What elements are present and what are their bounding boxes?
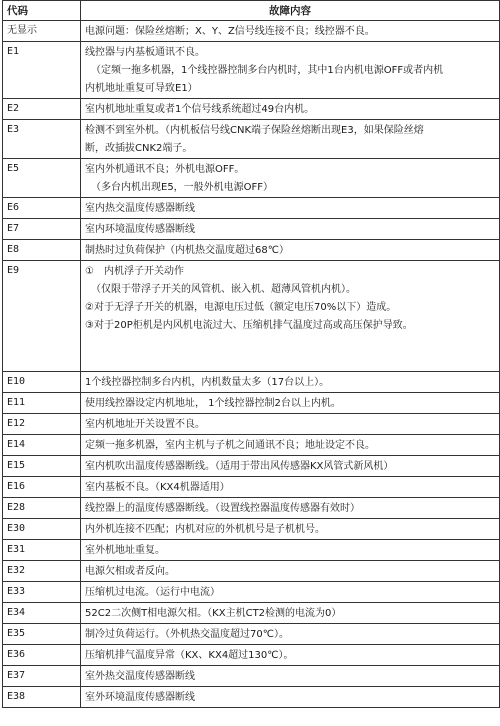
table-row xyxy=(3,603,500,624)
description-line: 室内外机通讯不良；外机电源OFF。 xyxy=(85,164,245,175)
description-line: 室内热交温度传感器断线 xyxy=(85,203,195,214)
table-row xyxy=(3,159,500,198)
description-line: ① 内机浮子开关动作 xyxy=(85,266,184,277)
table-row xyxy=(3,519,500,540)
fault-code-cell: E14 xyxy=(3,435,81,456)
fault-code-cell: E34 xyxy=(3,603,81,624)
table-row xyxy=(3,240,500,261)
table-row xyxy=(3,414,500,435)
fault-code-cell: E38 xyxy=(3,687,81,708)
table-row xyxy=(3,21,500,42)
fault-description-cell xyxy=(81,261,500,372)
description-line: ③对于20P柜机是内风机电流过大、压缩机排气温度过高或高压保护导致。 xyxy=(85,320,413,331)
description-line: 制冷过负荷运行。（外机热交温度超过70℃）。 xyxy=(85,629,289,640)
table-row xyxy=(3,261,500,372)
description-line: 室外环境温度传感器断线 xyxy=(85,692,195,703)
table-row xyxy=(3,435,500,456)
fault-description-cell xyxy=(81,414,500,435)
description-line: 室内机地址重复或者1个信号线系统超过49台内机。 xyxy=(85,104,315,115)
description-line: 压缩机过电流。（运行中电流） xyxy=(85,587,220,598)
fault-code-cell: E32 xyxy=(3,561,81,582)
table-row xyxy=(3,582,500,603)
fault-code-cell: E36 xyxy=(3,645,81,666)
fault-description-cell xyxy=(81,21,500,42)
table-row xyxy=(3,99,500,120)
table-row xyxy=(3,42,500,99)
fault-description-cell xyxy=(81,219,500,240)
description-line: 室内环境温度传感器断线 xyxy=(85,224,195,235)
fault-code-cell: E2 xyxy=(3,99,81,120)
fault-description-cell xyxy=(81,603,500,624)
fault-code-cell: E9 xyxy=(3,261,81,372)
fault-code-cell: E10 xyxy=(3,372,81,393)
description-line: （仅限于带浮子开关的风管机、嵌入机、超薄风管机内机）。 xyxy=(91,284,356,295)
fault-code-cell: E28 xyxy=(3,498,81,519)
fault-code-cell: E15 xyxy=(3,456,81,477)
fault-code-cell: E6 xyxy=(3,198,81,219)
fault-code-cell: E33 xyxy=(3,582,81,603)
fault-code-cell: E31 xyxy=(3,540,81,561)
description-line: 室外机地址重复。 xyxy=(85,545,165,556)
table-row xyxy=(3,456,500,477)
description-line xyxy=(85,335,495,353)
fault-description-cell xyxy=(81,687,500,708)
table-row xyxy=(3,198,500,219)
fault-code-cell: 无显示 xyxy=(3,21,81,42)
fault-code-table xyxy=(2,0,500,708)
description-line: 室内机吹出温度传感器断线。（适用于带出风传感器KX风管式新风机） xyxy=(85,461,394,472)
fault-description-cell xyxy=(81,435,500,456)
description-line: 检测不到室外机。（内机板信号线CNK端子保险丝熔断出现E3，如果保险丝熔 xyxy=(85,125,424,136)
table-row xyxy=(3,372,500,393)
description-line: 内外机连接不匹配；内机对应的外机机号是子机机号。 xyxy=(85,524,325,535)
fault-description-cell xyxy=(81,561,500,582)
fault-code-cell: E11 xyxy=(3,393,81,414)
fault-description-cell xyxy=(81,624,500,645)
description-line: 线控器与内基板通讯不良。 xyxy=(85,47,205,58)
table-row xyxy=(3,687,500,708)
description-line: 52C2二次侧T相电源欠相。（KX主机CT2检测的电流为0） xyxy=(85,608,342,619)
fault-description-cell xyxy=(81,582,500,603)
description-line: 室内基板不良。（KX4机器适用） xyxy=(85,482,230,493)
fault-description-cell xyxy=(81,372,500,393)
table-header-row xyxy=(3,1,500,21)
fault-code-cell: E30 xyxy=(3,519,81,540)
fault-code-cell: E7 xyxy=(3,219,81,240)
description-line: ②对于无浮子开关的机器，电源电压过低（额定电压70%以下）造成。 xyxy=(85,302,397,313)
fault-description-cell xyxy=(81,120,500,159)
description-line: 使用线控器设定内机地址， 1个线控器控制2台以上内机。 xyxy=(85,398,341,409)
table-row xyxy=(3,120,500,159)
description-line: 内机地址重复可导致E1） xyxy=(85,83,198,94)
description-line: 制热时过负荷保护（内机热交温度超过68℃） xyxy=(85,245,289,256)
fault-description-cell xyxy=(81,477,500,498)
table-row xyxy=(3,393,500,414)
fault-description-cell xyxy=(81,42,500,99)
description-line: 室外热交温度传感器断线 xyxy=(85,671,195,682)
table-body xyxy=(3,21,500,708)
fault-code-cell: E12 xyxy=(3,414,81,435)
table-row xyxy=(3,540,500,561)
fault-code-cell: E35 xyxy=(3,624,81,645)
column-header-code: 代码 xyxy=(3,1,81,21)
fault-description-cell xyxy=(81,240,500,261)
table-row xyxy=(3,498,500,519)
table-row xyxy=(3,219,500,240)
fault-description-cell xyxy=(81,540,500,561)
fault-description-cell xyxy=(81,159,500,198)
fault-description-cell xyxy=(81,645,500,666)
description-line: 线控器上的温度传感器断线。（设置线控器温度传感器有效时） xyxy=(85,503,360,514)
fault-code-cell: E3 xyxy=(3,120,81,159)
fault-code-cell: E5 xyxy=(3,159,81,198)
description-line: 定频一拖多机器，室内主机与子机之间通讯不良；地址设定不良。 xyxy=(85,440,375,451)
fault-code-cell: E8 xyxy=(3,240,81,261)
fault-description-cell xyxy=(81,198,500,219)
table-row xyxy=(3,645,500,666)
fault-description-cell xyxy=(81,666,500,687)
description-line: 电源问题：保险丝熔断；X、Y、Z信号线连接不良；线控器不良。 xyxy=(85,26,375,37)
column-header-description: 故障内容 xyxy=(81,1,500,21)
table-row xyxy=(3,666,500,687)
fault-description-cell xyxy=(81,519,500,540)
description-line: 电源欠相或者反向。 xyxy=(85,566,175,577)
fault-code-cell: E1 xyxy=(3,42,81,99)
fault-description-cell xyxy=(81,99,500,120)
fault-description-cell xyxy=(81,393,500,414)
description-line: （多台内机出现E5，一般外机电源OFF） xyxy=(91,182,274,193)
description-line: 压缩机排气温度异常（KX、KX4超过130℃）。 xyxy=(85,650,294,661)
fault-description-cell xyxy=(81,498,500,519)
description-line: （定频一拖多机器，1个线控器控制多台内机时，其中1台内机电源OFF或者内机 xyxy=(91,65,444,76)
description-line: 室内机地址开关设置不良。 xyxy=(85,419,205,430)
description-line: 断，改插拔CNK2端子。 xyxy=(85,143,193,154)
table-row xyxy=(3,477,500,498)
table-row xyxy=(3,561,500,582)
fault-description-cell xyxy=(81,456,500,477)
table-row xyxy=(3,624,500,645)
description-line: 1个线控器控制多台内机，内机数量太多（17台以上）。 xyxy=(85,377,330,388)
fault-code-cell: E37 xyxy=(3,666,81,687)
fault-code-cell: E16 xyxy=(3,477,81,498)
description-line xyxy=(85,353,495,371)
